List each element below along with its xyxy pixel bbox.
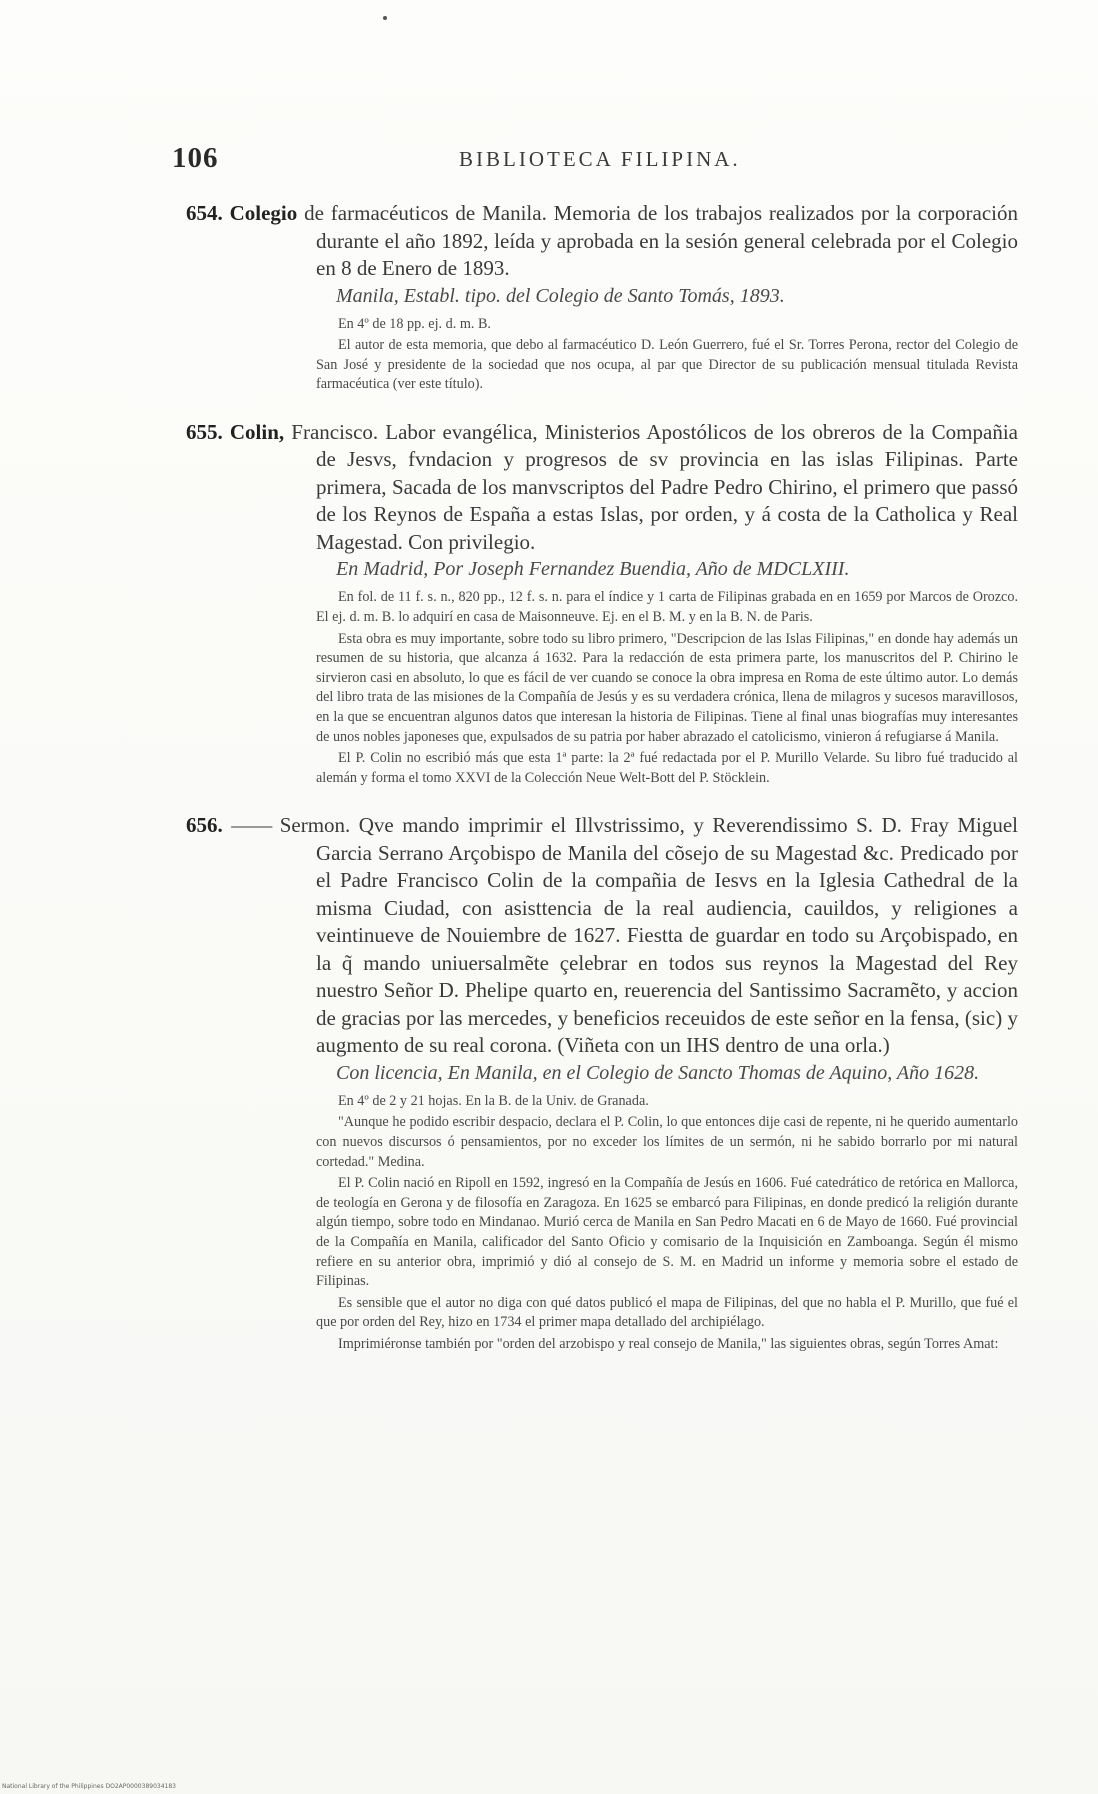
entry-title: de farmacéuticos de Manila. Memoria de los trabajos realizados por la corporación durante el año 1892, leída y aprobada en la sesión general celebrada por el Colegio en 8 de Enero de 1893. <box>304 201 1018 280</box>
entry-heading <box>186 200 1018 283</box>
entry-654 <box>186 200 1018 395</box>
entry-heading <box>186 419 1018 557</box>
page-header <box>172 142 1002 182</box>
entry-heading <box>186 812 1018 1060</box>
entry-imprint: Con licencia, En Manila, en el Colegio de Sancto Thomas de Aquino, Año 1628. <box>336 1061 980 1084</box>
entry-author-dash: —— <box>231 813 272 838</box>
page-number: 106 <box>172 142 219 174</box>
entry-655 <box>186 419 1018 788</box>
page-content <box>186 200 1018 1369</box>
entry-note: Esta obra es muy importante, sobre todo su libro primero, "Descripcion de las Islas Filipinas," en donde hay además un resumen de su historia, que alcanza á 1632. Para la redacción de esta primera parte, los manuscritos del P. Chirino le sirvieron casi en absoluto, lo que es fácil de ver cuando se conoce la obra impresa en Roma de este último autor. Lo demás del libro trata de las misiones de la Compañía de Jesús y es su verdadera crónica, llena de milagros y sucesos maravillosos, en la que se encuentran algunos datos que interesan la historia de Filipinas. Tiene al final unas biografías muy interesantes de unos nobles japoneses que, expulsados de su patria por haber abrazado el catolicismo, vinieron á refugiarse á Manila. <box>316 630 1018 745</box>
entry-note: En fol. de 11 f. s. n., 820 pp., 12 f. s. n. para el índice y 1 carta de Filipinas grabada en en 1659 por Marcos de Orozco. El ej. d. m. B. lo adquirí en casa de Maisonneuve. Ej. en el B. M. y en la B. N. de Paris. <box>316 589 1018 625</box>
scan-credit: National Library of the Philippines DO2AP0000389034183 <box>2 1783 176 1790</box>
entry-title: Sermon. Qve mando imprimir el Illvstrissimo, y Reverendissimo S. D. Fray Miguel Garcia Serrano Arçobispo de Manila del cõsejo de su Magestad &c. Predicado por el Padre Francisco Colin de la compañia de Iesvs en la Iglesia Cathedral de la misma Ciudad, con asisttencia de la real audiencia, cauildos, y religiones a veintinueve de Nouiembre de 1627. Fiestta de guardar en todo su Arçobispado, en la q̃ mando uniuersalmẽte çelebrar en todos sus reynos la Magestad del Rey nuestro Señor D. Phelipe quarto en, reuerencia del Santissimo Sacramẽto, y accion de gracias por las mercedes, y beneficios receuidos de este señor en la fensa, (sic) y augmento de su real corona. (Viñeta con un IHS dentro de una orla.) <box>279 813 1019 1058</box>
entry-author: Colin, <box>229 419 285 444</box>
entry-note: El autor de esta memoria, que debo al farmacéutico D. León Guerrero, fué el Sr. Torres Perona, rector del Colegio de San José y presidente de la sociedad que nos ocupa, al par que Director de su publicación mensual titulada Revista farmacéutica (ver este título). <box>316 337 1018 393</box>
entry-imprint: Manila, Establ. tipo. del Colegio de Santo Tomás, 1893. <box>336 284 785 307</box>
entry-note: Imprimiéronse también por "orden del arzobispo y real consejo de Manila," las siguientes obras, según Torres Amat: <box>338 1335 999 1352</box>
entry-imprint: En Madrid, Por Joseph Fernandez Buendia, Año de MDCLXIII. <box>336 558 850 581</box>
entry-number: 654. <box>186 201 223 225</box>
entry-note: "Aunque he podido escribir despacio, declara el P. Colin, lo que entonces dije casi de repente, ni he querido aumentarlo con nuevos discursos ó pensamientos, por no exceder los límites de un sermón, ni he sabido borrarlo por mi natural cortedad." Medina. <box>316 1114 1018 1170</box>
entry-note: En 4º de 2 y 21 hojas. En la B. de la Univ. de Granada. <box>338 1092 649 1109</box>
running-title: BIBLIOTECA FILIPINA. <box>459 147 741 171</box>
entry-note: En 4º de 18 pp. ej. d. m. B. <box>338 315 491 332</box>
entry-note: El P. Colin nació en Ripoll en 1592, ingresó en la Compañía de Jesús en 1606. Fué catedrático de retórica en Mallorca, de teología en Gerona y de filosofía en Zaragoza. En 1625 se embarcó para Filipinas, en donde predicó la religión durante algún tiempo, sobre todo en Mindanao. Murió cerca de Manila en San Pedro Macati en 6 de Mayo de 1660. Fué provincial de la Compañía en Manila, calificador del Santo Oficio y comisario de la Inquisición en Zamboanga. Según él mismo refiere en su anterior obra, imprimió y dió al consejo de S. M. en Madrid un informe y memoria sobre el estado de Filipinas. <box>316 1175 1018 1290</box>
entry-author: Colegio <box>229 201 298 225</box>
entry-note: Es sensible que el autor no diga con qué datos publicó el mapa de Filipinas, del que no habla el P. Murillo, que fué el que por orden del Rey, hizo en 1734 el primer mapa detallado del archipiélago. <box>316 1294 1018 1331</box>
entry-note: El P. Colin no escribió más que esta 1ª parte: la 2ª fué redactada por el P. Murillo Velarde. Su libro fué traducido al alemán y forma el tomo XXVI de la Colección Neue Welt-Bott del P. Stöcklein. <box>316 750 1018 786</box>
entry-656 <box>186 812 1018 1354</box>
entry-title: Francisco. Labor evangélica, Ministerios Apostólicos de los obreros de la Compañia de Jesvs, fvndacion y progresos de sv provincia en las islas Filipinas. Parte primera, Sacada de los manvscriptos del Padre Pedro Chirino, el primero que passó de los Reynos de España a estas Islas, por orden, y á costa de la Catholica y Real Magestad. Con privilegio. <box>291 419 1018 554</box>
ink-speck <box>383 16 387 20</box>
entry-number: 655. <box>186 419 223 444</box>
entry-number: 656. <box>186 813 223 838</box>
